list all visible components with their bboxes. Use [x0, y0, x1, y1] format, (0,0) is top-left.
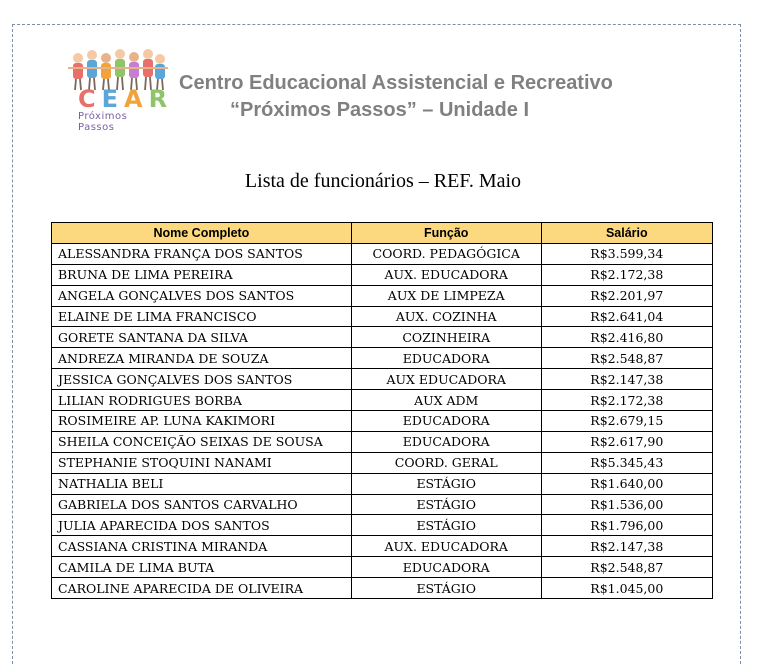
table-row	[52, 431, 713, 452]
employee-salary-cell: R$2.172,38	[541, 264, 712, 285]
logo-wordmark	[78, 86, 173, 112]
employee-salary-cell: R$2.201,97	[541, 285, 712, 306]
staff-table	[51, 222, 713, 599]
table-header-row	[52, 223, 713, 244]
employee-role-cell: EDUCADORA	[351, 557, 541, 578]
table-row	[52, 348, 713, 369]
employee-name-cell: JULIA APARECIDA DOS SANTOS	[52, 515, 352, 536]
employee-salary-cell: R$3.599,34	[541, 243, 712, 264]
employee-name-cell: ALESSANDRA FRANÇA DOS SANTOS	[52, 243, 352, 264]
employee-name-cell: SHEILA CONCEIÇÃO SEIXAS DE SOUSA	[52, 431, 352, 452]
employee-name-cell: BRUNA DE LIMA PEREIRA	[52, 264, 352, 285]
table-row	[52, 243, 713, 264]
institution-title: Centro Educacional Assistencial e Recreativo	[179, 72, 613, 94]
employee-salary-cell: R$2.617,90	[541, 431, 712, 452]
table-row	[52, 306, 713, 327]
employee-role-cell: COORD. PEDAGÓGICA	[351, 243, 541, 264]
table-row	[52, 452, 713, 473]
table-row	[52, 369, 713, 390]
table-row	[52, 264, 713, 285]
employee-name-cell: STEPHANIE STOQUINI NANAMI	[52, 452, 352, 473]
table-row	[52, 390, 713, 411]
institution-subtitle: “Próximos Passos” – Unidade I	[230, 99, 529, 121]
employee-name-cell: ANDREZA MIRANDA DE SOUZA	[52, 348, 352, 369]
employee-role-cell: ESTÁGIO	[351, 578, 541, 599]
employee-name-cell: GABRIELA DOS SANTOS CARVALHO	[52, 494, 352, 515]
employee-name-cell: CAROLINE APARECIDA DE OLIVEIRA	[52, 578, 352, 599]
employee-salary-cell: R$1.045,00	[541, 578, 712, 599]
employee-name-cell: ROSIMEIRE AP. LUNA KAKIMORI	[52, 411, 352, 432]
employee-role-cell: ESTÁGIO	[351, 473, 541, 494]
employee-salary-cell: R$1.536,00	[541, 494, 712, 515]
employee-role-cell: AUX. EDUCADORA	[351, 264, 541, 285]
employee-name-cell: JESSICA GONÇALVES DOS SANTOS	[52, 369, 352, 390]
employee-role-cell: EDUCADORA	[351, 411, 541, 432]
employee-salary-cell: R$2.641,04	[541, 306, 712, 327]
employee-role-cell: ESTÁGIO	[351, 494, 541, 515]
employee-role-cell: COZINHEIRA	[351, 327, 541, 348]
table-row	[52, 515, 713, 536]
table-row	[52, 557, 713, 578]
column-header-role: Função	[351, 223, 541, 244]
logo-letter: A	[124, 85, 149, 113]
logo-tagline: Próximos Passos	[78, 111, 128, 133]
employee-salary-cell: R$2.679,15	[541, 411, 712, 432]
employee-role-cell: AUX. COZINHA	[351, 306, 541, 327]
employee-salary-cell: R$2.548,87	[541, 348, 712, 369]
employee-name-cell: CASSIANA CRISTINA MIRANDA	[52, 536, 352, 557]
employee-salary-cell: R$2.416,80	[541, 327, 712, 348]
employee-name-cell: ELAINE DE LIMA FRANCISCO	[52, 306, 352, 327]
employee-role-cell: AUX EDUCADORA	[351, 369, 541, 390]
column-header-salary: Salário	[541, 223, 712, 244]
logo-letter: C	[78, 85, 102, 113]
employee-salary-cell: R$1.796,00	[541, 515, 712, 536]
employee-name-cell: GORETE SANTANA DA SILVA	[52, 327, 352, 348]
logo-letter: E	[101, 85, 125, 113]
column-header-name: Nome Completo	[52, 223, 352, 244]
table-row	[52, 473, 713, 494]
employee-name-cell: LILIAN RODRIGUES BORBA	[52, 390, 352, 411]
document-title: Lista de funcionários – REF. Maio	[244, 170, 522, 192]
employee-salary-cell: R$2.147,38	[541, 536, 712, 557]
table-row	[52, 494, 713, 515]
employee-name-cell: NATHALIA BELI	[52, 473, 352, 494]
employee-role-cell: AUX ADM	[351, 390, 541, 411]
employee-role-cell: AUX DE LIMPEZA	[351, 285, 541, 306]
table-body	[52, 243, 713, 598]
employee-salary-cell: R$2.548,87	[541, 557, 712, 578]
employee-role-cell: AUX. EDUCADORA	[351, 536, 541, 557]
employee-salary-cell: R$1.640,00	[541, 473, 712, 494]
table-row	[52, 327, 713, 348]
table-row	[52, 285, 713, 306]
employee-name-cell: CAMILA DE LIMA BUTA	[52, 557, 352, 578]
employee-name-cell: ANGELA GONÇALVES DOS SANTOS	[52, 285, 352, 306]
table-row	[52, 578, 713, 599]
table-row	[52, 411, 713, 432]
employee-role-cell: COORD. GERAL	[351, 452, 541, 473]
logo-letter: R	[148, 85, 174, 113]
employee-role-cell: EDUCADORA	[351, 431, 541, 452]
employee-role-cell: EDUCADORA	[351, 348, 541, 369]
employee-salary-cell: R$2.147,38	[541, 369, 712, 390]
employee-salary-cell: R$5.345,43	[541, 452, 712, 473]
employee-salary-cell: R$2.172,38	[541, 390, 712, 411]
employee-role-cell: ESTÁGIO	[351, 515, 541, 536]
table-row	[52, 536, 713, 557]
